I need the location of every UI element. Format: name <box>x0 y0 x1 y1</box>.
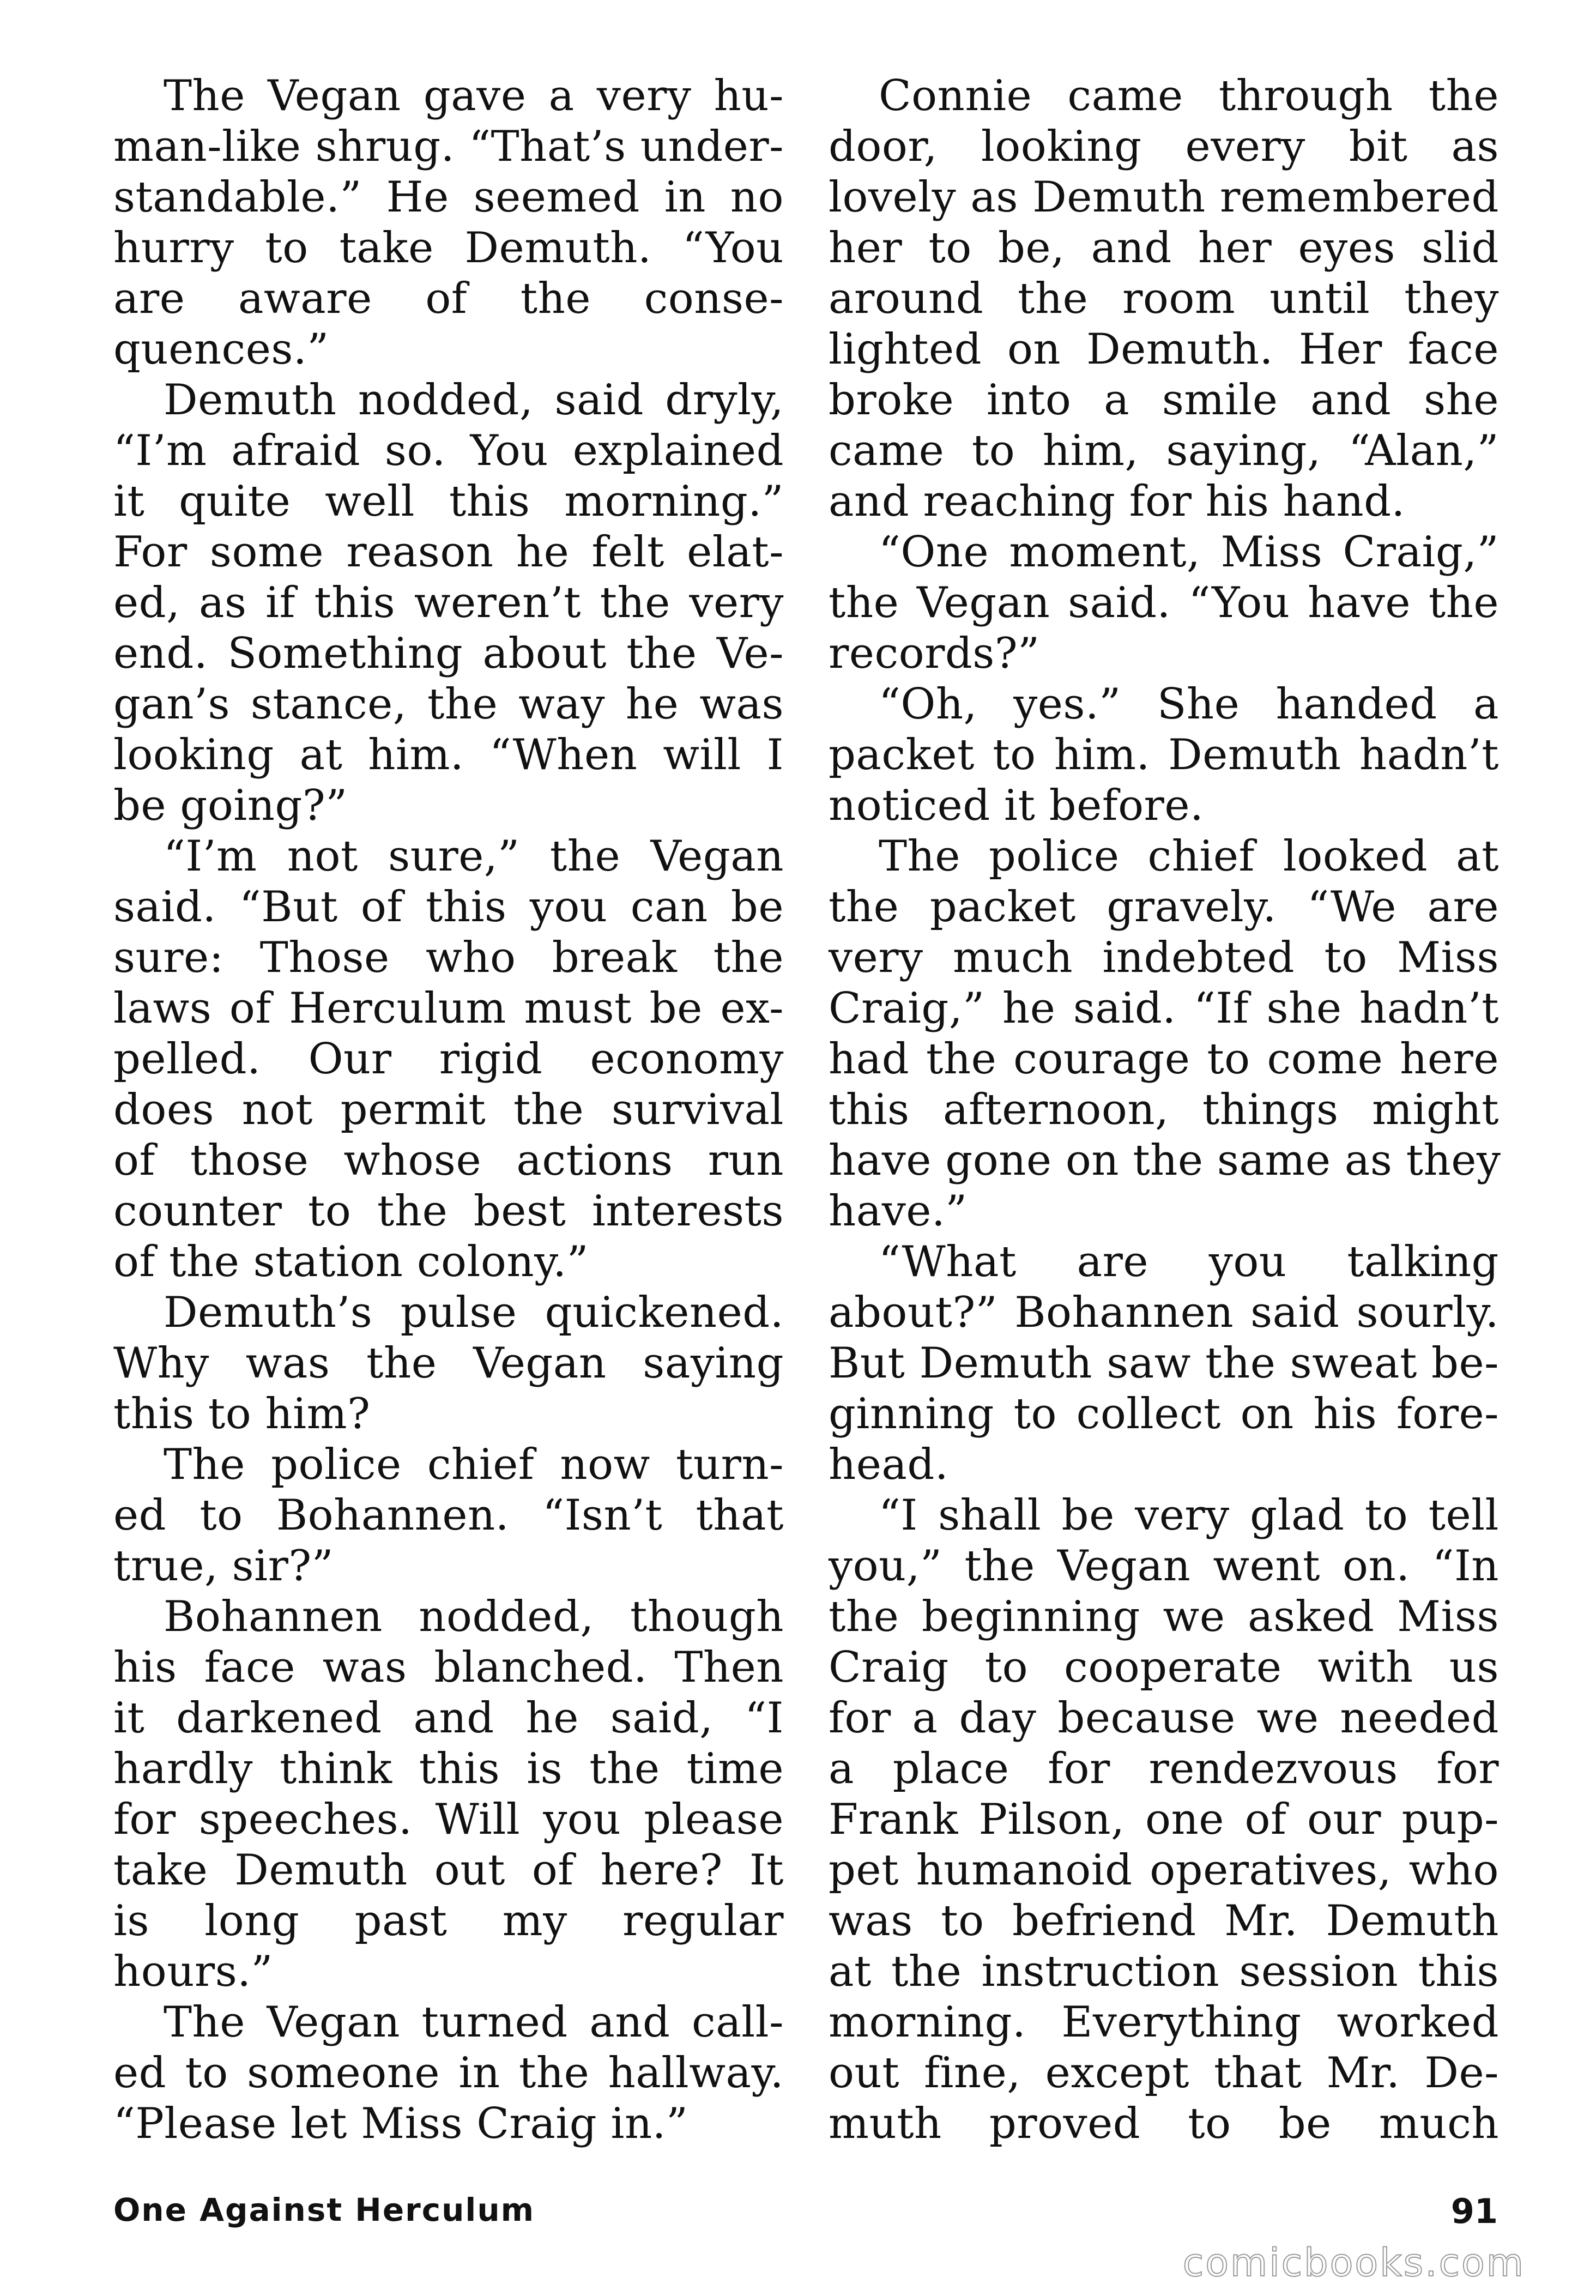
paragraph <box>113 831 784 1288</box>
text-line: “I’m afraid so. You explained <box>113 426 784 475</box>
text-line: “One moment, Miss Craig,” <box>879 528 1499 577</box>
left-text-column <box>113 71 784 2149</box>
text-line: “What are you talking <box>879 1237 1499 1286</box>
text-line: said. “But of this you can be <box>113 883 784 932</box>
text-line: a place for rendezvous for <box>829 1744 1499 1793</box>
page-number: 91 <box>1450 2191 1498 2231</box>
text-line: The police chief now turn- <box>164 1440 784 1489</box>
text-line: The Vegan gave a very hu- <box>164 71 784 120</box>
text-line: Demuth nodded, said dryly, <box>164 376 784 425</box>
text-line: quences.” <box>113 325 329 374</box>
paragraph <box>829 831 1499 1237</box>
text-line: have gone on the same as they <box>829 1136 1501 1185</box>
text-line: broke into a smile and she <box>829 376 1499 425</box>
paragraph <box>113 71 784 375</box>
text-line: “I’m not sure,” the Vegan <box>164 832 784 881</box>
text-line: be going?” <box>113 781 348 830</box>
text-line: came to him, saying, “Alan,” <box>829 426 1499 475</box>
text-line: ed to someone in the hallway. <box>113 2049 784 2098</box>
text-line: sure: Those who break the <box>113 933 784 982</box>
text-line: morning. Everything worked <box>829 1998 1499 2047</box>
paragraph <box>829 1490 1499 2149</box>
paragraph <box>113 1592 784 1997</box>
text-line: the Vegan said. “You have the <box>829 578 1499 627</box>
text-line: was to befriend Mr. Demuth <box>829 1896 1499 1945</box>
text-line: very much indebted to Miss <box>829 933 1499 982</box>
text-line: Craig,” he said. “If she hadn’t <box>829 984 1499 1033</box>
text-line: ginning to collect on his fore- <box>829 1389 1499 1439</box>
text-line: counter to the best interests <box>113 1187 784 1236</box>
text-line: this afternoon, things might <box>829 1085 1499 1134</box>
text-line: does not permit the survival <box>113 1085 784 1134</box>
text-line: the packet gravely. “We are <box>829 883 1499 932</box>
text-line: is long past my regular <box>113 1896 784 1945</box>
text-line: lighted on Demuth. Her face <box>829 325 1499 374</box>
paragraph <box>829 71 1499 527</box>
text-line: pelled. Our rigid economy <box>113 1035 784 1084</box>
text-line: “Oh, yes.” She handed a <box>879 680 1499 729</box>
text-line: of the station colony.” <box>113 1237 589 1286</box>
text-line: ed to Bohannen. “Isn’t that <box>113 1491 784 1540</box>
text-line: hardly think this is the time <box>113 1744 784 1793</box>
text-line: hurry to take Demuth. “You <box>113 223 784 273</box>
text-line: Connie came through the <box>879 71 1499 120</box>
text-line: muth proved to be much <box>829 2099 1499 2148</box>
text-line: hours.” <box>113 1947 273 1996</box>
text-line: and reaching for his hand. <box>829 477 1405 526</box>
watermark: comicbooks.com <box>1182 2240 1525 2285</box>
text-line: out fine, except that Mr. De- <box>829 2049 1499 2098</box>
paragraph <box>113 375 784 831</box>
text-line: Why was the Vegan saying <box>113 1339 784 1388</box>
text-line: for speeches. Will you please <box>113 1795 784 1844</box>
paragraph <box>113 1288 784 1440</box>
text-line: laws of Herculum must be ex- <box>113 984 784 1033</box>
text-line: his face was blanched. Then <box>113 1643 784 1692</box>
right-text-column <box>829 71 1499 2149</box>
text-line: head. <box>829 1440 949 1489</box>
text-line: her to be, and her eyes slid <box>829 223 1499 273</box>
text-line: had the courage to come here <box>829 1035 1499 1084</box>
text-line: are aware of the conse- <box>113 274 784 323</box>
paragraph <box>829 1237 1499 1490</box>
text-line: it darkened and he said, “I <box>113 1694 784 1743</box>
text-line: this to him? <box>113 1389 371 1439</box>
text-line: true, sir?” <box>113 1542 334 1591</box>
text-line: looking at him. “When will I <box>113 730 784 780</box>
paragraph <box>113 1997 784 2149</box>
text-line: “Please let Miss Craig in.” <box>113 2099 688 2148</box>
text-line: The Vegan turned and call- <box>164 1998 784 2047</box>
paragraph <box>829 679 1499 831</box>
text-line: at the instruction session this <box>829 1947 1499 1996</box>
text-line: Craig to cooperate with us <box>829 1643 1499 1692</box>
text-line: you,” the Vegan went on. “In <box>829 1542 1499 1591</box>
text-line: door, looking every bit as <box>829 122 1499 171</box>
text-line: end. Something about the Ve- <box>113 629 784 678</box>
paragraph <box>113 1440 784 1592</box>
text-line: the beginning we asked Miss <box>829 1592 1499 1641</box>
text-line: about?” Bohannen said sourly. <box>829 1288 1499 1337</box>
text-line: packet to him. Demuth hadn’t <box>829 730 1499 780</box>
text-line: gan’s stance, the way he was <box>113 680 784 729</box>
text-line: have.” <box>829 1187 968 1236</box>
page-footer <box>113 2191 1498 2235</box>
text-line: man-like shrug. “That’s under- <box>113 122 784 171</box>
text-line: pet humanoid operatives, who <box>829 1846 1499 1895</box>
text-line: it quite well this morning.” <box>113 477 784 526</box>
text-line: The police chief looked at <box>879 832 1499 881</box>
text-line: ed, as if this weren’t the very <box>113 578 784 627</box>
text-line: For some reason he felt elat- <box>113 528 784 577</box>
text-line: of those whose actions run <box>113 1136 784 1185</box>
text-line: Demuth’s pulse quickened. <box>164 1288 784 1337</box>
text-line: around the room until they <box>829 274 1499 323</box>
text-line: records?” <box>829 629 1040 678</box>
text-line: lovely as Demuth remembered <box>829 173 1499 222</box>
text-line: standable.” He seemed in no <box>113 173 784 222</box>
running-title: One Against Herculum <box>113 2191 535 2228</box>
paragraph <box>829 527 1499 679</box>
text-line: Frank Pilson, one of our pup- <box>829 1795 1499 1844</box>
text-line: for a day because we needed <box>829 1694 1499 1743</box>
text-line: Bohannen nodded, though <box>164 1592 784 1641</box>
text-line: noticed it before. <box>829 781 1204 830</box>
text-line: But Demuth saw the sweat be- <box>829 1339 1499 1388</box>
text-line: take Demuth out of here? It <box>113 1846 784 1895</box>
text-line: “I shall be very glad to tell <box>879 1491 1499 1540</box>
